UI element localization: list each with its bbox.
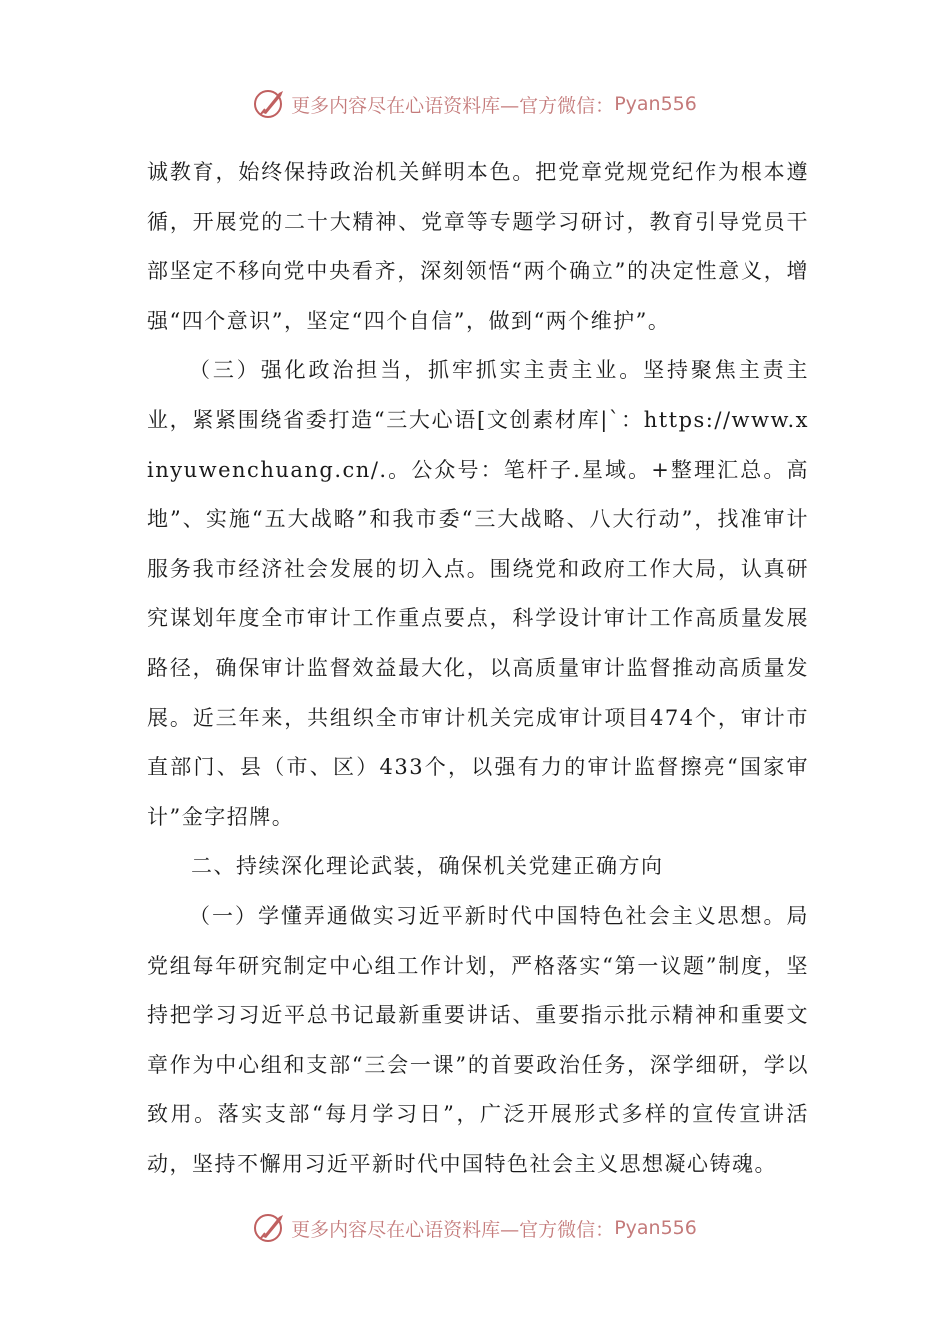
paragraph-section-2-1: （一）学懂弄通做实习近平新时代中国特色社会主义思想。局党组每年研究制定中心组工作计划，严格落实“第一议题”制度，坚持把学习习近平总书记最新重要讲话、重要指示批示精神和重要文章作为中心组和支部“三会一课”的首要政治任务，深学细研，学以致用。落实支部“每月学习日”，广泛开展形式多样的宣传宣讲活动，坚持不懈用习近平新时代中国特色社会主义思想凝心铸魂。 [147,903,809,1176]
banner-text: 更多内容尽在心语资料库— [291,94,520,117]
banner-wechat-label: 官方微信： [519,94,615,117]
banner-text: 更多内容尽在心语资料库— [291,1218,520,1241]
quill-logo-icon [253,1211,287,1245]
header-banner [0,84,950,124]
banner-wechat-label: 官方微信： [519,1218,615,1241]
section-heading-2: 二、持续深化理论武装，确保机关党建正确方向 [191,854,664,879]
banner-wechat-id: Pyan556 [614,93,697,115]
document-body [147,148,809,1189]
paragraph-continuation: 诚教育，始终保持政治机关鲜明本色。把党章党规党纪作为根本遵循，开展党的二十大精神、党章等专题学习研讨，教育引导党员干部坚定不移向党中央看齐，深刻领悟“两个确立”的决定性意义，增强“四个意识”，坚定“四个自信”，做到“两个维护”。 [147,160,809,333]
banner-wechat-id: Pyan556 [614,1217,697,1239]
quill-logo-icon [253,87,287,121]
footer-banner [0,1208,950,1248]
paragraph-section-3: （三）强化政治担当，抓牢抓实主责主业。坚持聚焦主责主业，紧紧围绕省委打造“三大心语[文创素材库|`：https://www.xinyuwenchuang.cn/.。公众号：笔杆子.星域。+整理汇总。高地”、实施“五大战略”和我市委“三大战略、八大行动”，找准审计服务我市经济社会发展的切入点。围绕党和政府工作大局，认真研究谋划年度全市审计工作重点要点，科学设计审计工作高质量发展路径，确保审计监督效益最大化，以高质量审计监督推动高质量发展。近三年来，共组织全市审计机关完成审计项目474个，审计市直部门、县（市、区）433个，以强有力的审计监督擦亮“国家审计”金字招牌。 [147,358,809,829]
